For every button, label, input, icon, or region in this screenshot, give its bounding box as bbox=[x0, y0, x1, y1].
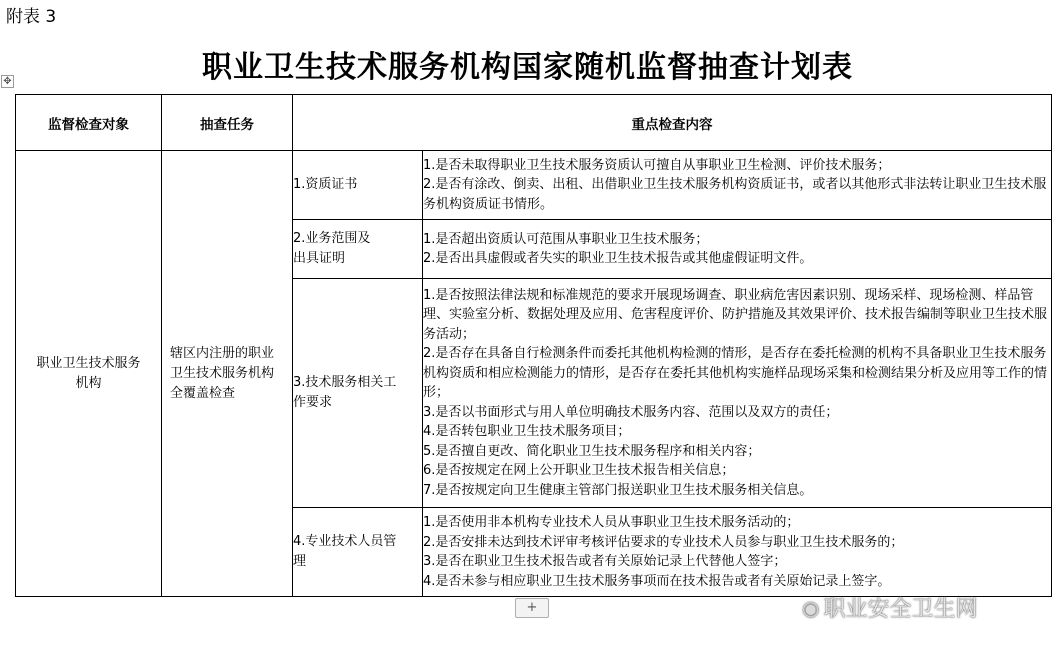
watermark bbox=[802, 592, 977, 623]
object-text: 职业卫生技术服务机构 bbox=[36, 355, 141, 391]
inspection-plan-table bbox=[15, 94, 1052, 597]
item-name: 1.资质证书 bbox=[293, 151, 423, 220]
table-row bbox=[16, 151, 1052, 220]
item-content bbox=[423, 508, 1052, 597]
check-line: 5.是否擅自更改、简化职业卫生技术服务程序和相关内容； bbox=[423, 443, 761, 459]
page-title: 职业卫生技术服务机构国家随机监督抽查计划表 bbox=[202, 50, 853, 85]
item-content bbox=[423, 279, 1052, 508]
check-line: 7.是否按规定向卫生健康主管部门报送职业卫生技术服务相关信息。 bbox=[423, 482, 813, 498]
check-line: 1.是否按照法律法规和标准规范的要求开展现场调查、职业病危害因素识别、现场采样、现场检测、样品管理、实验室分析、数据处理及应用、危害程度评价、防护措施及其效果评价、技术报告编制等职业卫生技术服务活动； bbox=[423, 287, 1048, 342]
check-line: 2.是否出具虚假或者失实的职业卫生技术报告或其他虚假证明文件。 bbox=[423, 251, 813, 266]
header-task: 抽查任务 bbox=[162, 95, 293, 151]
check-line: 1.是否未取得职业卫生技术服务资质认可擅自从事职业卫生检测、评价技术服务； bbox=[423, 157, 891, 173]
wechat-icon: ◉ bbox=[802, 595, 820, 620]
item-name-text: 2.业务范围及出具证明 bbox=[293, 231, 371, 266]
check-line: 3.是否以书面形式与用人单位明确技术服务内容、范围以及双方的责任； bbox=[423, 404, 839, 420]
watermark-text: 职业安全卫生网 bbox=[823, 597, 978, 622]
item-name bbox=[293, 508, 423, 597]
item-name-text: 3.技术服务相关工作要求 bbox=[293, 375, 397, 410]
header-content: 重点检查内容 bbox=[293, 95, 1052, 151]
check-line: 3.是否在职业卫生技术报告或者有关原始记录上代替他人签字； bbox=[423, 554, 787, 569]
check-line: 1.是否使用非本机构专业技术人员从事职业卫生技术服务活动的； bbox=[423, 515, 800, 530]
check-line: 4.是否转包职业卫生技术服务项目； bbox=[423, 424, 631, 440]
header-object: 监督检查对象 bbox=[16, 95, 162, 151]
item-content bbox=[423, 220, 1052, 279]
check-line: 1.是否超出资质认可范围从事职业卫生技术服务； bbox=[423, 231, 709, 247]
task-text: 辖区内注册的职业卫生技术服务机构全覆盖检查 bbox=[170, 345, 275, 401]
check-line: 4.是否未参与相应职业卫生技术服务事项而在技术报告或者有关原始记录上签字。 bbox=[423, 573, 891, 589]
item-content bbox=[423, 151, 1052, 220]
check-line: 2.是否存在具备自行检测条件而委托其他机构检测的情形，是否存在委托检测的机构不具备职业卫生技术服务机构资质和相应检测能力的情形，是否存在委托其他机构实施样品现场采集和检测结果分析及应用等工作的情形； bbox=[423, 346, 1048, 401]
table-move-handle-icon[interactable]: ✥ bbox=[1, 75, 14, 88]
object-cell bbox=[16, 151, 162, 597]
item-name bbox=[293, 220, 423, 279]
table-header-row bbox=[16, 95, 1052, 151]
check-line: 6.是否按规定在网上公开职业卫生技术报告相关信息； bbox=[423, 463, 735, 479]
add-row-button[interactable]: + bbox=[515, 598, 549, 618]
appendix-label: 附表 3 bbox=[6, 7, 57, 27]
check-line: 2.是否安排未达到技术评审考核评估要求的专业技术人员参与职业卫生技术服务的； bbox=[423, 534, 904, 550]
item-name bbox=[293, 279, 423, 508]
check-line: 2.是否有涂改、倒卖、出租、出借职业卫生技术服务机构资质证书，或者以其他形式非法转让职业卫生技术服务机构资质证书情形。 bbox=[423, 177, 1047, 212]
task-cell bbox=[162, 151, 293, 597]
item-name-text: 4.专业技术人员管理 bbox=[293, 534, 397, 569]
